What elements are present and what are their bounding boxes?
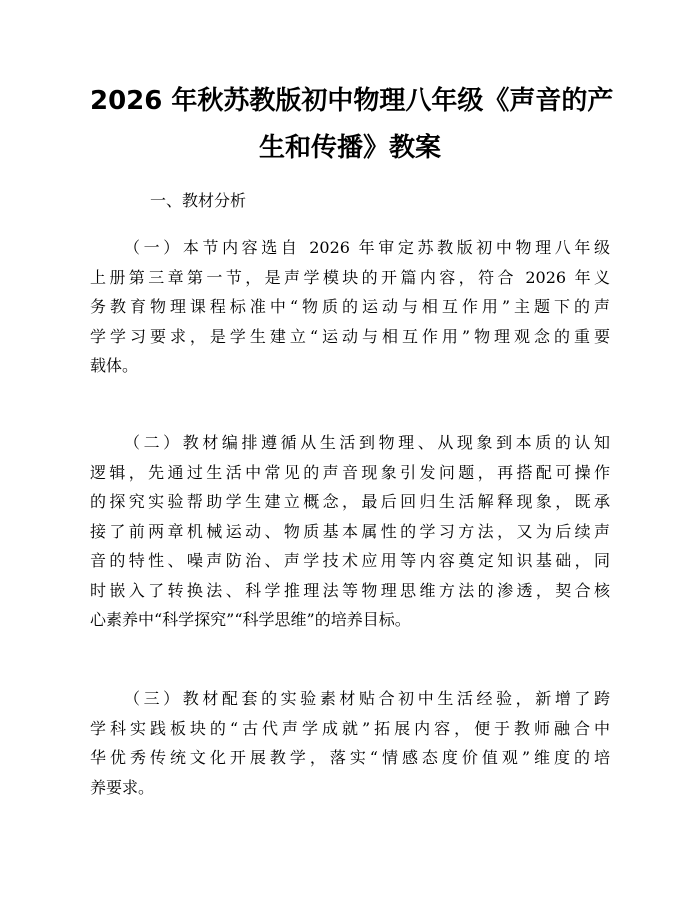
paragraph-line: 养要求。 xyxy=(90,777,155,797)
paragraph-line: （二）教材编排遵循从生活到物理、从现象到本质的认知 xyxy=(124,433,610,452)
paragraph-line: 接了前两章机械运动、物质基本属性的学习方法，又为后续声 xyxy=(90,521,610,541)
paragraph-line: 华优秀传统文化开展教学，落实“情感态度价值观”维度的培 xyxy=(90,748,610,767)
paragraph-line: （三）教材配套的实验素材贴合初中生活经验，新增了跨 xyxy=(124,689,610,708)
paragraph-line: 学学习要求，是学生建立“运动与相互作用”物理观念的重要 xyxy=(90,326,610,346)
paragraph-line: 心素养中“科学探究”“科学思维”的培养目标。 xyxy=(90,610,411,629)
paragraph-1 xyxy=(90,233,610,381)
paragraph-line: 学科实践板块的“古代声学成就”拓展内容，便于教师融合中 xyxy=(90,718,610,738)
paragraph-3 xyxy=(90,684,610,802)
section-heading: 一、教材分析 xyxy=(150,191,247,210)
paragraph-2 xyxy=(90,428,610,635)
paragraph-line: 音的特性、噪声防治、声学技术应用等内容奠定知识基础，同 xyxy=(90,551,610,570)
paragraph-line: 时嵌入了转换法、科学推理法等物理思维方法的渗透，契合核 xyxy=(90,580,610,600)
paragraph-line: 载体。 xyxy=(90,356,139,375)
paragraph-line: 上册第三章第一节，是声学模块的开篇内容，符合 2026 年义 xyxy=(90,267,610,287)
document-title-line-2: 生和传播》教案 xyxy=(258,133,441,163)
paragraph-line: 的探究实验帮助学生建立概念，最后回归生活解释现象，既承 xyxy=(90,492,610,511)
paragraph-line: 逻辑，先通过生活中常见的声音现象引发问题，再搭配可操作 xyxy=(90,462,610,482)
paragraph-line: 务教育物理课程标准中“物质的运动与相互作用”主题下的声 xyxy=(90,297,610,316)
paragraph-line: （一）本节内容选自 2026 年审定苏教版初中物理八年级 xyxy=(124,238,610,257)
document-title-line-1: 2026 年秋苏教版初中物理八年级《声音的产 xyxy=(90,86,614,116)
